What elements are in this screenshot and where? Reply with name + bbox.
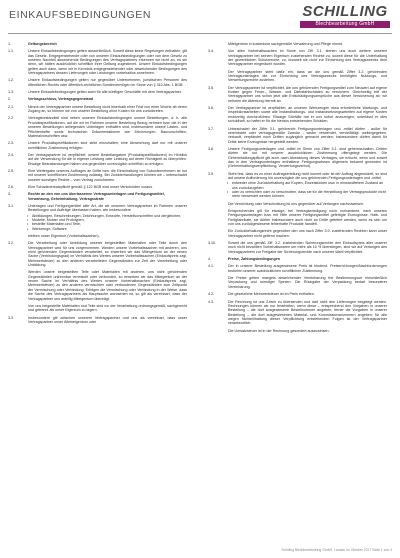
clause-text: Insbesondere gilt zwischen unserem Vertragspartner und uns als vereinbart, dass unser Vertragspartner unser Alleineigentum oder — [28, 315, 187, 324]
clause-text: Eine Weitergabe unseres Auftrages an Dritte bzw. die Einschaltung von Subunternehmern ist nur mit unserer schriftlichen Zustimmung zulässig. Bei Zuwiderhandlungen können wir – unbeschadet unserer sonstigen Rechte – vom Vertrag zurücktreten. — [28, 168, 187, 182]
clause-number: 4.2. — [208, 292, 215, 297]
clause — [8, 153, 187, 166]
clause-number: 3.4. — [208, 49, 215, 54]
clause-text: Steht fest, dass es zu einer Auftragserteilung nicht kommt oder ist der Auftrag abgewickelt, so sind auf unsere Aufforderung hin unverzüglich die uns gehörenden Fertigungsunterlagen und -mittel — [228, 171, 387, 180]
clause-number: 3.7. — [208, 126, 215, 131]
clause-number: 2.4. — [8, 152, 15, 157]
clause — [208, 49, 387, 66]
clause-text: Der Vertragspartner ist verpflichtet, unsere Bestellangaben (Produktspezifikationen) im Hinblick auf die Verwendung für die in eigener Leistung oder Leistung auf deren Richtigkeit zu überprüfen. Etwaige Beanstandungen haben uns gegenüber unverzüglich schriftlich zu erfolgen. — [28, 152, 187, 166]
clause-number: 1.3. — [8, 90, 15, 95]
clause-text: Die gesetzliche Mehrwertsteuer ist im Preis enthalten. — [228, 292, 315, 297]
clause-continuation: Werden unsere beigestellten Teile oder Materialien mit anderen, uns nicht gehörenden Gegenständen untrennbar vermischt oder verbunden, so erwerben wir das Miteigentum an der neuen Sache im Verhältnis des Wertes unserer Vorbehaltssachen (Einkaufspreis zzgl. Mehrwertsteuer) zu den anderen vermischten oder verbundenen Gegenständen zum Zeitpunkt der Vermischung oder Verbindung. Erfolgen die Vermischung oder Verbindung in der Weise, dass die Sache des Vertragspartners als Hauptsache anzusehen ist, so gilt als vereinbart, dass der Vertragspartner uns anteilig Miteigentum überträgt. — [28, 270, 187, 301]
clause-text: Der Vertragspartner ist verpflichtet, an unseren Werkzeugen etwa erforderliche Wartungs- und Inspektionsarbeiten sowie alle Instandhaltungs- und Instandsetzungsarbeiten auf eigene Kosten rechtzeitig durchzuführen. Etwaige Störfälle hat er uns sofort anzuzeigen; unterlässt er dies schuldhaft, so haftet er für die hieraus entstehenden Schäden. — [228, 106, 387, 124]
clause-number: 1.2. — [8, 78, 15, 83]
clause-number: 4.3. — [208, 299, 215, 304]
clause-continuation: Ein Zurückbehaltungsrecht gegenüber den uns nach Ziffer 3.9. zustehenden Rechten kann unser Vertragspartner nicht geltend machen. — [228, 229, 387, 238]
clause — [8, 241, 187, 267]
left-column — [8, 39, 187, 324]
clause — [208, 264, 387, 273]
logo-subtitle: Blechbearbeitung GmbH — [300, 21, 390, 28]
clause — [8, 49, 187, 75]
clause — [8, 204, 187, 213]
page-title: EINKAUFSBEDINGUNGEN — [9, 9, 152, 21]
clause-text: Unsere Produktspezifikationen sind strikt einzuhalten; eine Abweichung darf nur mit unserer schriftlichen Zustimmung erfolgen. — [28, 141, 187, 150]
bullet-list — [32, 214, 187, 231]
clause-text: Nimmt der Vertragspartner unsere Bestellung nicht innerhalb einer Frist von einer Woche ab deren Zugang an, so können wir von unserer Bestellung ohne Kosten für uns zurücktreten. — [28, 104, 187, 114]
clause-text: Vertragsbestandteil sind neben unseren Einkaufsbedingungen unsere Bestellungen, d. h. alle Produktspezifikationen, auf die wir im Rahmen unserer Bestellung Bezug nehmen bzw. die in der unseren Bestellungen anliegenden Unterlagen enthalten sind, insbesondere unsere Lasten- und Pflichtenhefte sowie technischen Dokumentationen wie Zeichnungen, Bauvorschriften, Materialvorschriften usw. — [28, 116, 187, 138]
clause-continuation: Der Vertragspartner steht dafür ein, dass an die uns gemäß Ziffer 3.2. gehörenden Vertragsunterlagen die zur Einrichtung des Vertragszwecks benötigten Nutzungs- und Verwertungsrechte zustehen. — [228, 69, 387, 83]
bullet-item: • entweder ohne Zurückbehaltung auf Kopien, Einzelstücken usw. in einwandfreiem Zustand an uns zurückzugeben — [232, 181, 387, 190]
clause — [8, 105, 187, 114]
clause-continuation: Miteigentum in kostenlose sachgemäße Verwahrung und Pflege nimmt. — [228, 42, 343, 46]
header-divider — [8, 33, 392, 34]
clause-text: Die Verarbeitung oder Umbildung unserer beigestellten Materialien oder Teile durch den Vertragspartner wird für uns vorgenommen. Werden unsere Vorbehaltssachen mit anderen, uns nicht gehörenden Gegenständen verarbeitet, so erwerben wir das Miteigentum an der neuen Sache (Verbindungsgrad) im Verhältnis des Wertes unserer Vorbehaltssachen (Einkaufspreis zzgl. Mehrwertsteuer) zu den anderen verarbeiteten Gegenständen zur Zeit der Verarbeitung oder Umbildung. — [28, 241, 187, 268]
clause-continuation: Die Preise gelten mangels abweichender Vereinbarung frei Bestimmungsort einschließlich Verpackung und sonstiger Spesen. Die Rückgabe der Verpackung bedarf besonderer Vereinbarung. — [228, 276, 387, 289]
clause — [208, 147, 387, 169]
clause-continuation: Entsprechendes gilt für etwaige, bei Vertragserledigung noch vorhandene, nach unseren Fertigungsunterlagen bzw. mit Hilfe unserer Fertigungsmittel gefertigte Erzeugnisse. Halb- und Fertigfabrikate, sie dürfen insbesondere auch nicht an Dritte geliefert werden, wenn es sich um von uns zurückgewiesene fehlerhafte Produkte handelt. — [228, 209, 387, 227]
company-logo — [300, 4, 390, 30]
clause — [8, 90, 187, 94]
bullet-item: • Modelle, Muster und Prototypen, — [32, 218, 187, 222]
clause-continuation: Von uns beigestellte Materialien und Teile sind vor der Verarbeitung ordnungsgemäß, sachgerecht und getrennt als unser Eigentum zu lagern. — [28, 303, 187, 313]
clause — [8, 78, 187, 87]
clause-number: 3.2. — [8, 241, 15, 246]
clause-number: 3.6. — [208, 106, 215, 111]
clause-number: 3.1. — [8, 203, 15, 208]
section-number: 1. — [8, 42, 12, 46]
clause-continuation: bleiben unser Eigentum (Vorbehaltssachen). — [28, 234, 100, 239]
clause-text: Der in unserer Bestellung ausgewiesene Preis ist bindend. Preiserhöhungen/Nachforderungen bedürfen unserer ausdrücklichen schriftlichen Zustimmung. — [228, 264, 387, 273]
section-heading — [8, 97, 187, 101]
clause-number: 2.5. — [8, 168, 15, 173]
clause — [208, 86, 387, 103]
clause — [8, 169, 187, 182]
clause-number: 2.1. — [8, 104, 15, 109]
section-heading — [208, 257, 387, 261]
clause-text: Unsere Fertigungsunterlagen und -mittel im Sinne von Ziffer 3.1. sind geheimzuhalten. Dritten dürfen sie nur mit unserer ausdrücklichen Zustimmung offengelegt werden. Die Geheimhaltungspflicht gilt auch nach Abwicklung dieses Vertrages; sie erlischt, wenn und soweit das in den Vertragsunterlagen enthaltene Fertigungswissen allgemein bekannt geworden ist (Geheimhaltungsverpflichtung, Verwertungsverbot). — [228, 146, 387, 169]
logo-wordmark: SCHILLING — [302, 3, 388, 20]
clause — [8, 316, 187, 325]
clause — [208, 292, 387, 296]
clause-text: Unbeschadet der Ziffer 3.1. gehörende Fertigungsunterlagen und -mittel dürfen - außer für vereinbarte oder vertragsgemäße Zwecke - weder verwendet, vervielfältigt, weitergegeben, verkauft, verpfändet noch Dritten zugänglich gemacht werden; insbesondere dürfen damit für Dritte keine Erzeugnisse hergestellt werden. — [228, 126, 387, 144]
clause — [208, 106, 387, 123]
clause-text: Die Rechnung ist uns 2-fach zu übersenden und darf nicht den Lieferungen beigelegt werden. Rechnungen können wir nur bearbeiten, wenn diese – entsprechend den Vorgaben in unserer Bestellung – die dort ausgewiesene Bestellnummer angeben; ferner die Vorgaben in unserer Bestellung – die dort ausgewiesenen Material- und Kommissionsnummern angeben; für alle wegen Nichteinhaltung dieser Verpflichtung entstehenden Folgen ist der Vertragspartner verantwortlich. — [228, 299, 387, 326]
clause — [208, 127, 387, 144]
section-number: 2. — [8, 97, 12, 102]
section-title: Vertragsschluss, Vertragsgegenstand — [28, 97, 94, 102]
clause-continuation: Die Vernichtung oder Verschrottung ist uns gegenüber auf Verlangen nachzuweisen. — [228, 201, 365, 206]
bullet-list — [232, 181, 387, 198]
clause-number: 3.3. — [8, 315, 15, 320]
bullet-item: • oder zu vernichten oder zu verschrotten, dass sie für die Herstellung der Vertragsprodukte nicht mehr verwendet werden können. — [232, 190, 387, 199]
section-number: 4. — [208, 257, 212, 262]
clause-number: 2.2. — [8, 116, 15, 121]
section-heading — [8, 192, 187, 201]
bullet-item: • Werkzeuge, Software — [32, 227, 187, 231]
clause — [8, 116, 187, 138]
clause-continuation: Die Umsatzsteuer ist in der Rechnung gesondert auszuweisen. — [228, 328, 330, 333]
section-heading — [8, 42, 187, 46]
bullet-item: • Abbildungen, Beschreibungen, Zeichnungen, Entwürfe, Herstellvorschriften und dergleichen, — [32, 214, 187, 218]
clause-text: Von allen Vorbehaltssachen im Sinne von Ziff. 3.1. stehen uns auch weitere unseren Vertragspartner bei seinem Eigentum zustehenden Rechte zu, soweit diese für die Unterhaltung der gewerblichen Schutzrechte, zu, insoweit sie nicht zur Einrichtung des Vertragszwecks dem Vertragspartner eingeräumt wurden. — [228, 49, 387, 67]
bullet-item: • bestellte Materialien und Teile, — [32, 222, 187, 226]
clause-number: 3.10. — [208, 241, 217, 246]
section-title: Geltungsbereich — [28, 42, 57, 46]
clause-number: 3.5. — [208, 85, 215, 90]
clause-text: Eine Schadenersatzpflicht gemäß § 122 BGB wird unser Verschulden voraus. — [28, 184, 154, 189]
clause — [8, 185, 187, 189]
clause-number: 1.1. — [8, 49, 15, 54]
clause-number: 3.8. — [208, 146, 215, 151]
clause-text: Unsere Einkaufsbedingungen gelten nur gegenüber Unternehmern, juristischen Personen des öffentlichen Rechts oder öffentlich-rechtlichen Sondervermögen im Sinne von § 310 Abs. 1 BGB. — [28, 78, 187, 87]
clause-text: Unterlagen und Fertigungsmittel aller Art, die wir unserem Vertragspartner im Rahmen unserer Bestellungen und Aufträge überlassen haben, wie insbesondere — [28, 203, 187, 213]
page-footer: Schilling Blechbearbeitung GmbH, Landau im Oktober 2017 Seite 1 von 4 — [281, 548, 392, 552]
clause-number: 3.9. — [208, 171, 215, 176]
section-number: 3. — [8, 192, 12, 197]
clause-number: 4.1. — [208, 264, 215, 269]
clause — [208, 172, 387, 181]
clause-number: 2.6. — [8, 184, 15, 189]
section-title: Preise, Zahlungsbedingungen — [228, 257, 280, 262]
clause-number: 2.3. — [8, 141, 15, 146]
clause-text: Unsere Einkaufsbedingungen gelten auch für alle künftigen Geschäfte mit dem Vertragspartner. — [28, 90, 182, 95]
clause-text: Der Vertragspartner ist verpflichtet, die uns gehörenden Fertigungsmittel zum Neuwert auf eigene Kosten gegen Feuer-, Wasser- und Diebstahlschäden zu versichern. Gleichzeitig tritt der Vertragspartner uns schon jetzt alle Entschädigungsansprüche aus dieser Versicherung ab; wir nehmen die Abtretung hiermit an. — [228, 85, 387, 103]
clause — [208, 300, 387, 326]
right-column — [208, 39, 387, 333]
section-title: Rechte an den von uns überlassenen Vertragsunterlagen und Fertigungsmittel, Verwahrung, Geheimhaltung, Vertragsstrafe — [28, 192, 165, 201]
clause-text: Unsere Einkaufsbedingungen gelten ausschließlich. Soweit diese keine Regelungen enthalten, gilt das Gesetz. Entgegenstehende oder von unseren Einkaufsbedingungen oder von dem Gesetz zu unseren Nachteil abweichende Bedingungen des Vertragspartners erkennen wir nicht an, es sei denn, wir hätten ausdrücklich schriftlich ihrer Geltung zugestimmt. Unsere Einkaufsbedingungen gelten auch dann, wenn wir in Kenntnis entgegenstehender oder abweichender Bedingungen des Vertragspartners dessen Lieferungen oder Leistungen vorbehaltlos annehmen. — [28, 49, 187, 76]
clause — [8, 141, 187, 150]
clause — [208, 241, 387, 254]
clause-text: Soweit die uns gemäß Ziff. 3.2. zustehenden Sicherungsrechte den Einkaufspreis aller unserer noch nicht bezahlten Vorbehaltswaren um mehr als 10 % übersteigen, sind wir auf Verlangen des Vertragspartners zur Freigabe der Sicherungsrechte nach unserer Wahl verpflichtet. — [228, 241, 387, 254]
